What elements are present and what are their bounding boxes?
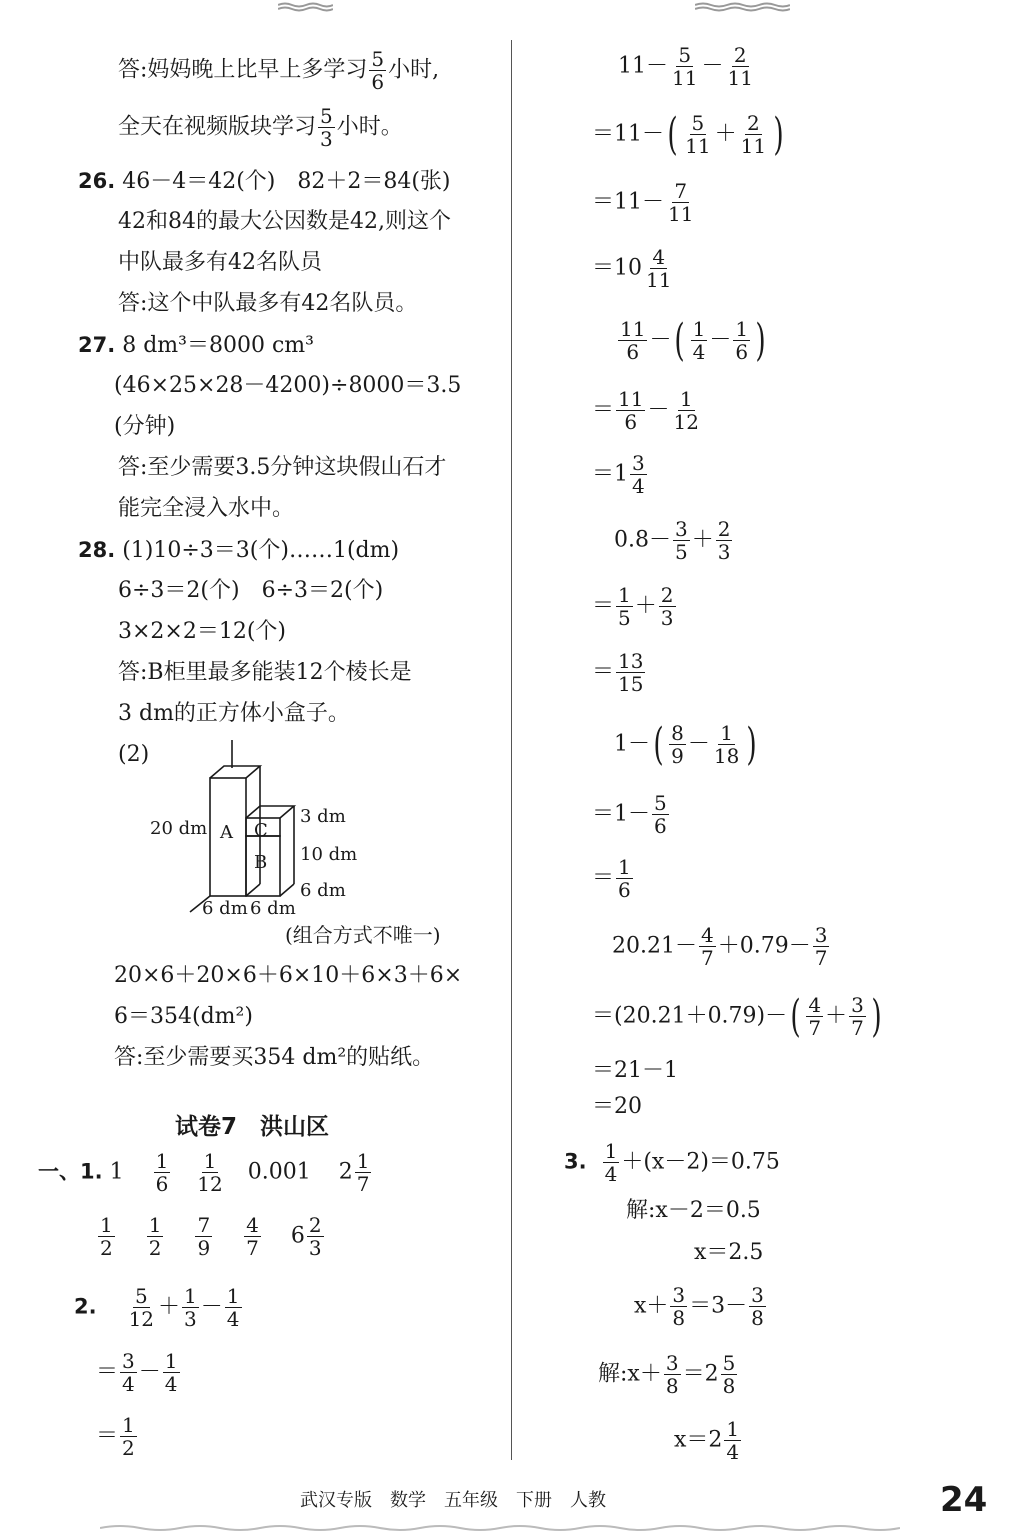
calc-5-line-2: ＝(20.21＋0.79)－( $\frac{4}{7}$ ＋ $\frac{3}{7}$ ) [592,990,882,1042]
s3-equation-1: 3. $\frac{1}{4}$ ＋(x－2)＝0.75 [564,1139,780,1186]
calc-2-line-1: $\frac{11}{6}$ －( $\frac{1}{4}$ － $\frac{1}{6}$ ) [620,314,766,366]
page-number: 24 [940,1480,988,1520]
box-a-label: A [220,822,233,843]
depth-6-label: 6 dm [300,880,346,901]
calc-4-line-2: ＝1－ $\frac{5}{6}$ [592,791,667,838]
fraction: $\frac{5}{3}$ [320,104,333,151]
q27-line-2: (46×25×28－4200)÷8000＝3.5 [114,373,462,398]
q26-answer: 答:这个中队最多有42名队员。 [118,291,418,316]
s3-solution-2: x＝2.5 [694,1240,764,1265]
calc-3-line-1: 0.8－ $\frac{3}{5}$ ＋ $\frac{2}{3}$ [614,517,731,564]
calc-3-line-2: ＝ $\frac{1}{5}$ ＋ $\frac{2}{3}$ [592,583,674,630]
fraction: $\frac{4}{7}$ [246,1213,259,1260]
box-figure [150,740,370,920]
fraction: $\frac{1}{6}$ [155,1149,169,1196]
q28-calc-1: 20×6＋20×6＋6×10＋6×3＋6× [114,963,463,988]
q26-line-1: 26. 46－4＝42(个) 82＋2＝84(张) [78,169,451,194]
q25-answer-line-1: 答:妈妈晚上比早上多学习 $\frac{5}{6}$ 小时, [118,47,440,94]
q25-answer-line-2: 全天在视频版块学习 $\frac{5}{3}$ 小时。 [118,104,403,151]
calc-4-line-1: 1－( $\frac{8}{9}$ － $\frac{1}{18}$ ) [614,718,758,770]
q28-part-2: (2) [118,742,150,767]
width-a-label: 6 dm [202,898,248,919]
fraction: $\frac{1}{12}$ [197,1149,223,1196]
s1-row-1: 一、1. 1 $\frac{1}{6}$ $\frac{1}{12}$ 0.001 2 $\frac{1}{7}$ [38,1149,370,1196]
q27-answer-1: 答:至少需要3.5分钟这块假山石才 [118,455,447,480]
q27-answer-2: 能完全浸入水中。 [118,496,295,521]
fraction: $\frac{2}{3}$ [308,1213,322,1260]
fraction: $\frac{1}{2}$ [100,1213,113,1260]
height-10-label: 10 dm [300,844,358,865]
test-title: 试卷7 洪山区 [175,1114,330,1140]
q27-line-3: (分钟) [114,414,176,439]
calc-4-line-3: ＝ $\frac{1}{6}$ [592,855,631,902]
calc-5-line-3: ＝21－1 [592,1058,678,1083]
s3-solution-4: x＝2 $\frac{1}{4}$ [674,1417,740,1464]
s1-row-2: $\frac{1}{2}$ $\frac{1}{2}$ $\frac{7}{9}$ $\frac{4}{7}$ 6 $\frac{2}{3}$ [100,1213,322,1260]
calc-2-line-2: ＝ $\frac{11}{6}$ － $\frac{1}{12}$ [592,387,699,434]
fraction: $\frac{1}{7}$ [356,1149,370,1196]
calc-1-line-3: ＝11－ $\frac{7}{11}$ [592,179,694,226]
calc-2-line-3: ＝1 $\frac{3}{4}$ [592,451,645,498]
q28-line-1: 28. (1)10÷3＝3(个)……1(dm) [78,538,400,563]
fraction: $\frac{1}{2}$ [148,1213,162,1260]
height-3-label: 3 dm [300,806,346,827]
q26-line-3: 中队最多有42名队员 [118,250,322,275]
top-wave-right [695,2,790,12]
s3-solution-1: 解:x－2＝0.5 [626,1198,761,1223]
width-b-label: 6 dm [250,898,296,919]
q26-line-2: 42和84的最大公因数是42,则这个 [118,209,451,234]
column-divider [511,40,512,1460]
fraction: $\frac{7}{9}$ [197,1213,211,1260]
s3-solution-3: 解:x＋ $\frac{3}{8}$ ＝2 $\frac{5}{8}$ [598,1351,736,1398]
combination-note: (组合方式不唯一) [285,923,441,947]
q28-answer-1: 答:B柜里最多能装12个棱长是 [118,660,412,685]
q28-answer-3: 答:至少需要买354 dm²的贴纸。 [114,1045,435,1070]
calc-1-line-2: ＝11－( $\frac{5}{11}$ ＋ $\frac{2}{11}$ ) [592,108,784,160]
calc-5-line-1: 20.21－ $\frac{4}{7}$ ＋0.79－ $\frac{3}{7}$ [612,923,828,970]
s2-expr-3: ＝ $\frac{1}{2}$ [96,1413,135,1460]
height-20-label: 20 dm [150,818,208,839]
bottom-wave [100,1522,900,1534]
s2-expr-1: 2. $\frac{5}{12}$ ＋ $\frac{1}{3}$ － $\frac{1}{4}$ [74,1284,240,1331]
s3-equation-2: x＋ $\frac{3}{8}$ ＝3－ $\frac{3}{8}$ [634,1283,764,1330]
s2-expr-2: ＝ $\frac{3}{4}$ － $\frac{1}{4}$ [96,1349,178,1396]
q28-answer-2: 3 dm的正方体小盒子。 [118,701,350,726]
fraction: $\frac{5}{6}$ [371,47,385,94]
box-c-label: C [254,820,268,841]
top-wave-left [278,2,333,12]
box-b-label: B [254,852,268,873]
footer-text: 武汉专版 数学 五年级 下册 人教 [300,1490,606,1511]
q28-line-2: 6÷3＝2(个) 6÷3＝2(个) [118,578,384,603]
q28-calc-2: 6＝354(dm²) [114,1004,253,1029]
calc-1-line-1: 11－ $\frac{5}{11}$ － $\frac{2}{11}$ [618,43,753,90]
calc-1-line-4: ＝10 $\frac{4}{11}$ [592,245,672,292]
calc-5-line-4: ＝20 [592,1094,642,1119]
q28-line-3: 3×2×2＝12(个) [118,619,287,644]
calc-3-line-3: ＝ $\frac{13}{15}$ [592,649,644,696]
q27-line-1: 27. 8 dm³＝8000 cm³ [78,333,314,358]
